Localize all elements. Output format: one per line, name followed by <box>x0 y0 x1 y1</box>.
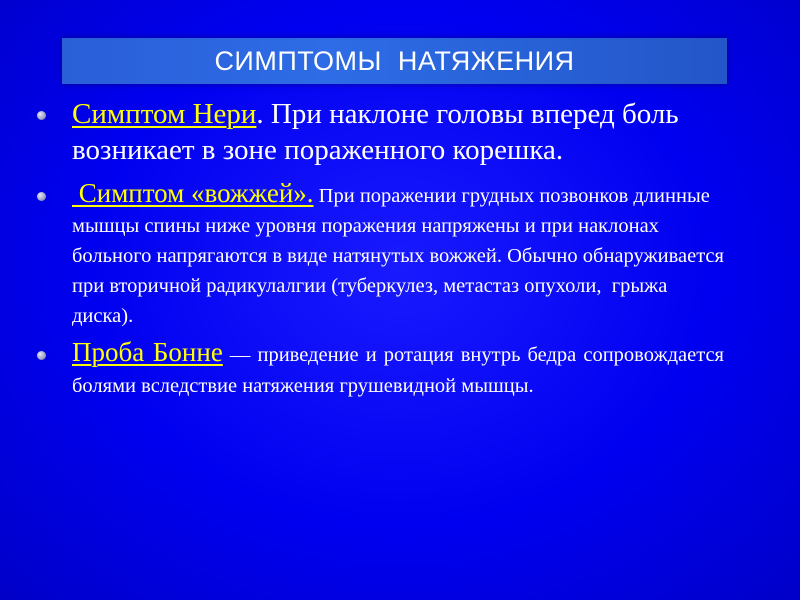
item-text: . При наклоне головы вперед боль возникает в зоне пораженного корешка. <box>72 98 679 166</box>
list-item <box>34 178 730 331</box>
item-text: — приведение и ротация внутрь бедра сопровождается болями вследствие натяжения грушевидной мышцы. <box>72 344 724 397</box>
bullet-list <box>34 96 730 402</box>
title-bar <box>62 38 727 84</box>
slide-title: СИМПТОМЫ НАТЯЖЕНИЯ <box>214 45 575 76</box>
list-item <box>34 337 724 402</box>
bullet-dot-icon <box>37 351 46 360</box>
bullet-dot-icon <box>37 111 46 120</box>
list-item <box>34 96 724 168</box>
term-neri: Симптом Нери <box>72 98 257 130</box>
term-bonnet: Проба Бонне <box>72 337 223 367</box>
item-text: При поражении грудных позвонков длинные мышцы спины ниже уровня поражения напряжены и при наклонах больного напрягаются в виде натянутых вожжей. Обычно обнаруживается при вторичной радикулалгии (туберкулез, метастаз опухоли, грыжа диска). <box>72 185 730 327</box>
bullet-dot-icon <box>37 192 46 201</box>
term-reins: Симптом «вожжей». <box>72 178 314 208</box>
